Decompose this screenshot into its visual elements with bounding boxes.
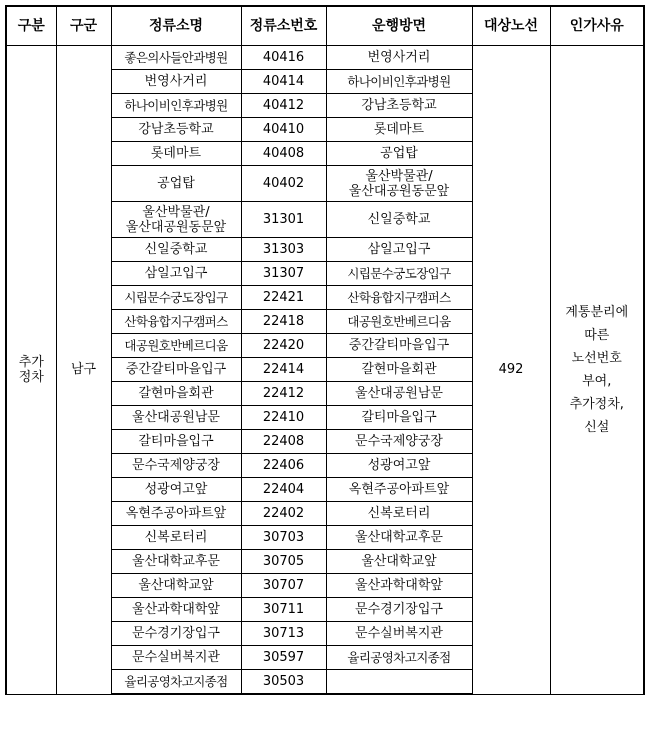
stop-name-cell: 울산박물관/ 울산대공원동문앞 bbox=[111, 202, 241, 238]
stop-name-cell: 신일중학교 bbox=[111, 238, 241, 262]
stop-name-cell: 옥현주공아파트앞 bbox=[111, 502, 241, 526]
stop-name-cell: 갈현마을회관 bbox=[111, 382, 241, 406]
direction-cell: 울산대공원남문 bbox=[326, 382, 472, 406]
header-stop-number: 정류소번호 bbox=[241, 6, 326, 46]
direction-cell: 울산대학교후문 bbox=[326, 526, 472, 550]
header-route: 대상노선 bbox=[472, 6, 550, 46]
direction-cell: 중간갈티마을입구 bbox=[326, 334, 472, 358]
stop-number-cell: 22420 bbox=[241, 334, 326, 358]
stop-name-cell: 산학융합지구캠퍼스 bbox=[111, 310, 241, 334]
reason-cell: 계통분리에 따른 노선번호 부여, 추가정차, 신설 bbox=[550, 46, 644, 695]
stop-name-cell: 울산대학교후문 bbox=[111, 550, 241, 574]
header-direction: 운행방면 bbox=[326, 6, 472, 46]
direction-cell: 산학융합지구캠퍼스 bbox=[326, 286, 472, 310]
header-reason: 인가사유 bbox=[550, 6, 644, 46]
stop-number-cell: 30711 bbox=[241, 598, 326, 622]
route-cell: 492 bbox=[472, 46, 550, 695]
stop-name-cell: 대공원호반베르디움 bbox=[111, 334, 241, 358]
stop-number-cell: 30705 bbox=[241, 550, 326, 574]
stop-number-cell: 31303 bbox=[241, 238, 326, 262]
gugun-cell: 남구 bbox=[56, 46, 111, 695]
stop-number-cell: 22406 bbox=[241, 454, 326, 478]
stop-number-cell: 22414 bbox=[241, 358, 326, 382]
stop-name-cell: 공업탑 bbox=[111, 166, 241, 202]
stop-name-cell: 시립문수궁도장입구 bbox=[111, 286, 241, 310]
stop-number-cell: 40410 bbox=[241, 118, 326, 142]
stop-number-cell: 30597 bbox=[241, 646, 326, 670]
direction-cell: 성광여고앞 bbox=[326, 454, 472, 478]
direction-cell: 공업탑 bbox=[326, 142, 472, 166]
direction-cell: 울산박물관/ 울산대공원동문앞 bbox=[326, 166, 472, 202]
direction-cell: 하나이비인후과병원 bbox=[326, 70, 472, 94]
stop-number-cell: 31301 bbox=[241, 202, 326, 238]
direction-cell: 신일중학교 bbox=[326, 202, 472, 238]
stop-name-cell: 좋은의사들안과병원 bbox=[111, 46, 241, 70]
direction-cell bbox=[326, 670, 472, 695]
direction-cell: 옥현주공아파트앞 bbox=[326, 478, 472, 502]
stop-number-cell: 40408 bbox=[241, 142, 326, 166]
header-gugun: 구군 bbox=[56, 6, 111, 46]
direction-cell: 롯데마트 bbox=[326, 118, 472, 142]
header-row bbox=[6, 6, 644, 46]
stop-name-cell: 문수국제양궁장 bbox=[111, 454, 241, 478]
stop-number-cell: 30707 bbox=[241, 574, 326, 598]
direction-cell: 대공원호반베르디움 bbox=[326, 310, 472, 334]
stop-number-cell: 22418 bbox=[241, 310, 326, 334]
direction-cell: 문수국제양궁장 bbox=[326, 430, 472, 454]
direction-cell: 신복로터리 bbox=[326, 502, 472, 526]
stop-name-cell: 율리공영차고지종점 bbox=[111, 670, 241, 695]
stop-number-cell: 22404 bbox=[241, 478, 326, 502]
stop-name-cell: 삼일고입구 bbox=[111, 262, 241, 286]
direction-cell: 율리공영차고지종점 bbox=[326, 646, 472, 670]
stop-number-cell: 31307 bbox=[241, 262, 326, 286]
stop-number-cell: 40412 bbox=[241, 94, 326, 118]
stop-name-cell: 울산과학대학앞 bbox=[111, 598, 241, 622]
stop-number-cell: 30713 bbox=[241, 622, 326, 646]
stop-number-cell: 22402 bbox=[241, 502, 326, 526]
stop-name-cell: 문수경기장입구 bbox=[111, 622, 241, 646]
stop-name-cell: 중간갈티마을입구 bbox=[111, 358, 241, 382]
stop-name-cell: 문수실버복지관 bbox=[111, 646, 241, 670]
stop-number-cell: 22410 bbox=[241, 406, 326, 430]
stop-number-cell: 40414 bbox=[241, 70, 326, 94]
stop-number-cell: 30703 bbox=[241, 526, 326, 550]
direction-cell: 갈티마을입구 bbox=[326, 406, 472, 430]
stop-number-cell: 22408 bbox=[241, 430, 326, 454]
direction-cell: 울산과학대학앞 bbox=[326, 574, 472, 598]
stop-number-cell: 40416 bbox=[241, 46, 326, 70]
direction-cell: 갈현마을회관 bbox=[326, 358, 472, 382]
stop-name-cell: 강남초등학교 bbox=[111, 118, 241, 142]
stop-name-cell: 하나이비인후과병원 bbox=[111, 94, 241, 118]
stop-name-cell: 갈티마을입구 bbox=[111, 430, 241, 454]
direction-cell: 번영사거리 bbox=[326, 46, 472, 70]
stop-name-cell: 성광여고앞 bbox=[111, 478, 241, 502]
gubun-cell: 추가 정차 bbox=[6, 46, 56, 695]
header-stop-name: 정류소명 bbox=[111, 6, 241, 46]
stop-name-cell: 울산대공원남문 bbox=[111, 406, 241, 430]
direction-cell: 시립문수궁도장입구 bbox=[326, 262, 472, 286]
stop-number-cell: 22421 bbox=[241, 286, 326, 310]
stop-number-cell: 22412 bbox=[241, 382, 326, 406]
stop-table bbox=[5, 5, 645, 695]
header-gubun: 구분 bbox=[6, 6, 56, 46]
direction-cell: 삼일고입구 bbox=[326, 238, 472, 262]
stop-name-cell: 울산대학교앞 bbox=[111, 574, 241, 598]
stop-name-cell: 롯데마트 bbox=[111, 142, 241, 166]
table-row bbox=[6, 46, 644, 70]
stop-number-cell: 30503 bbox=[241, 670, 326, 695]
direction-cell: 문수실버복지관 bbox=[326, 622, 472, 646]
stop-name-cell: 신복로터리 bbox=[111, 526, 241, 550]
direction-cell: 강남초등학교 bbox=[326, 94, 472, 118]
stop-name-cell: 번영사거리 bbox=[111, 70, 241, 94]
direction-cell: 울산대학교앞 bbox=[326, 550, 472, 574]
direction-cell: 문수경기장입구 bbox=[326, 598, 472, 622]
stop-number-cell: 40402 bbox=[241, 166, 326, 202]
